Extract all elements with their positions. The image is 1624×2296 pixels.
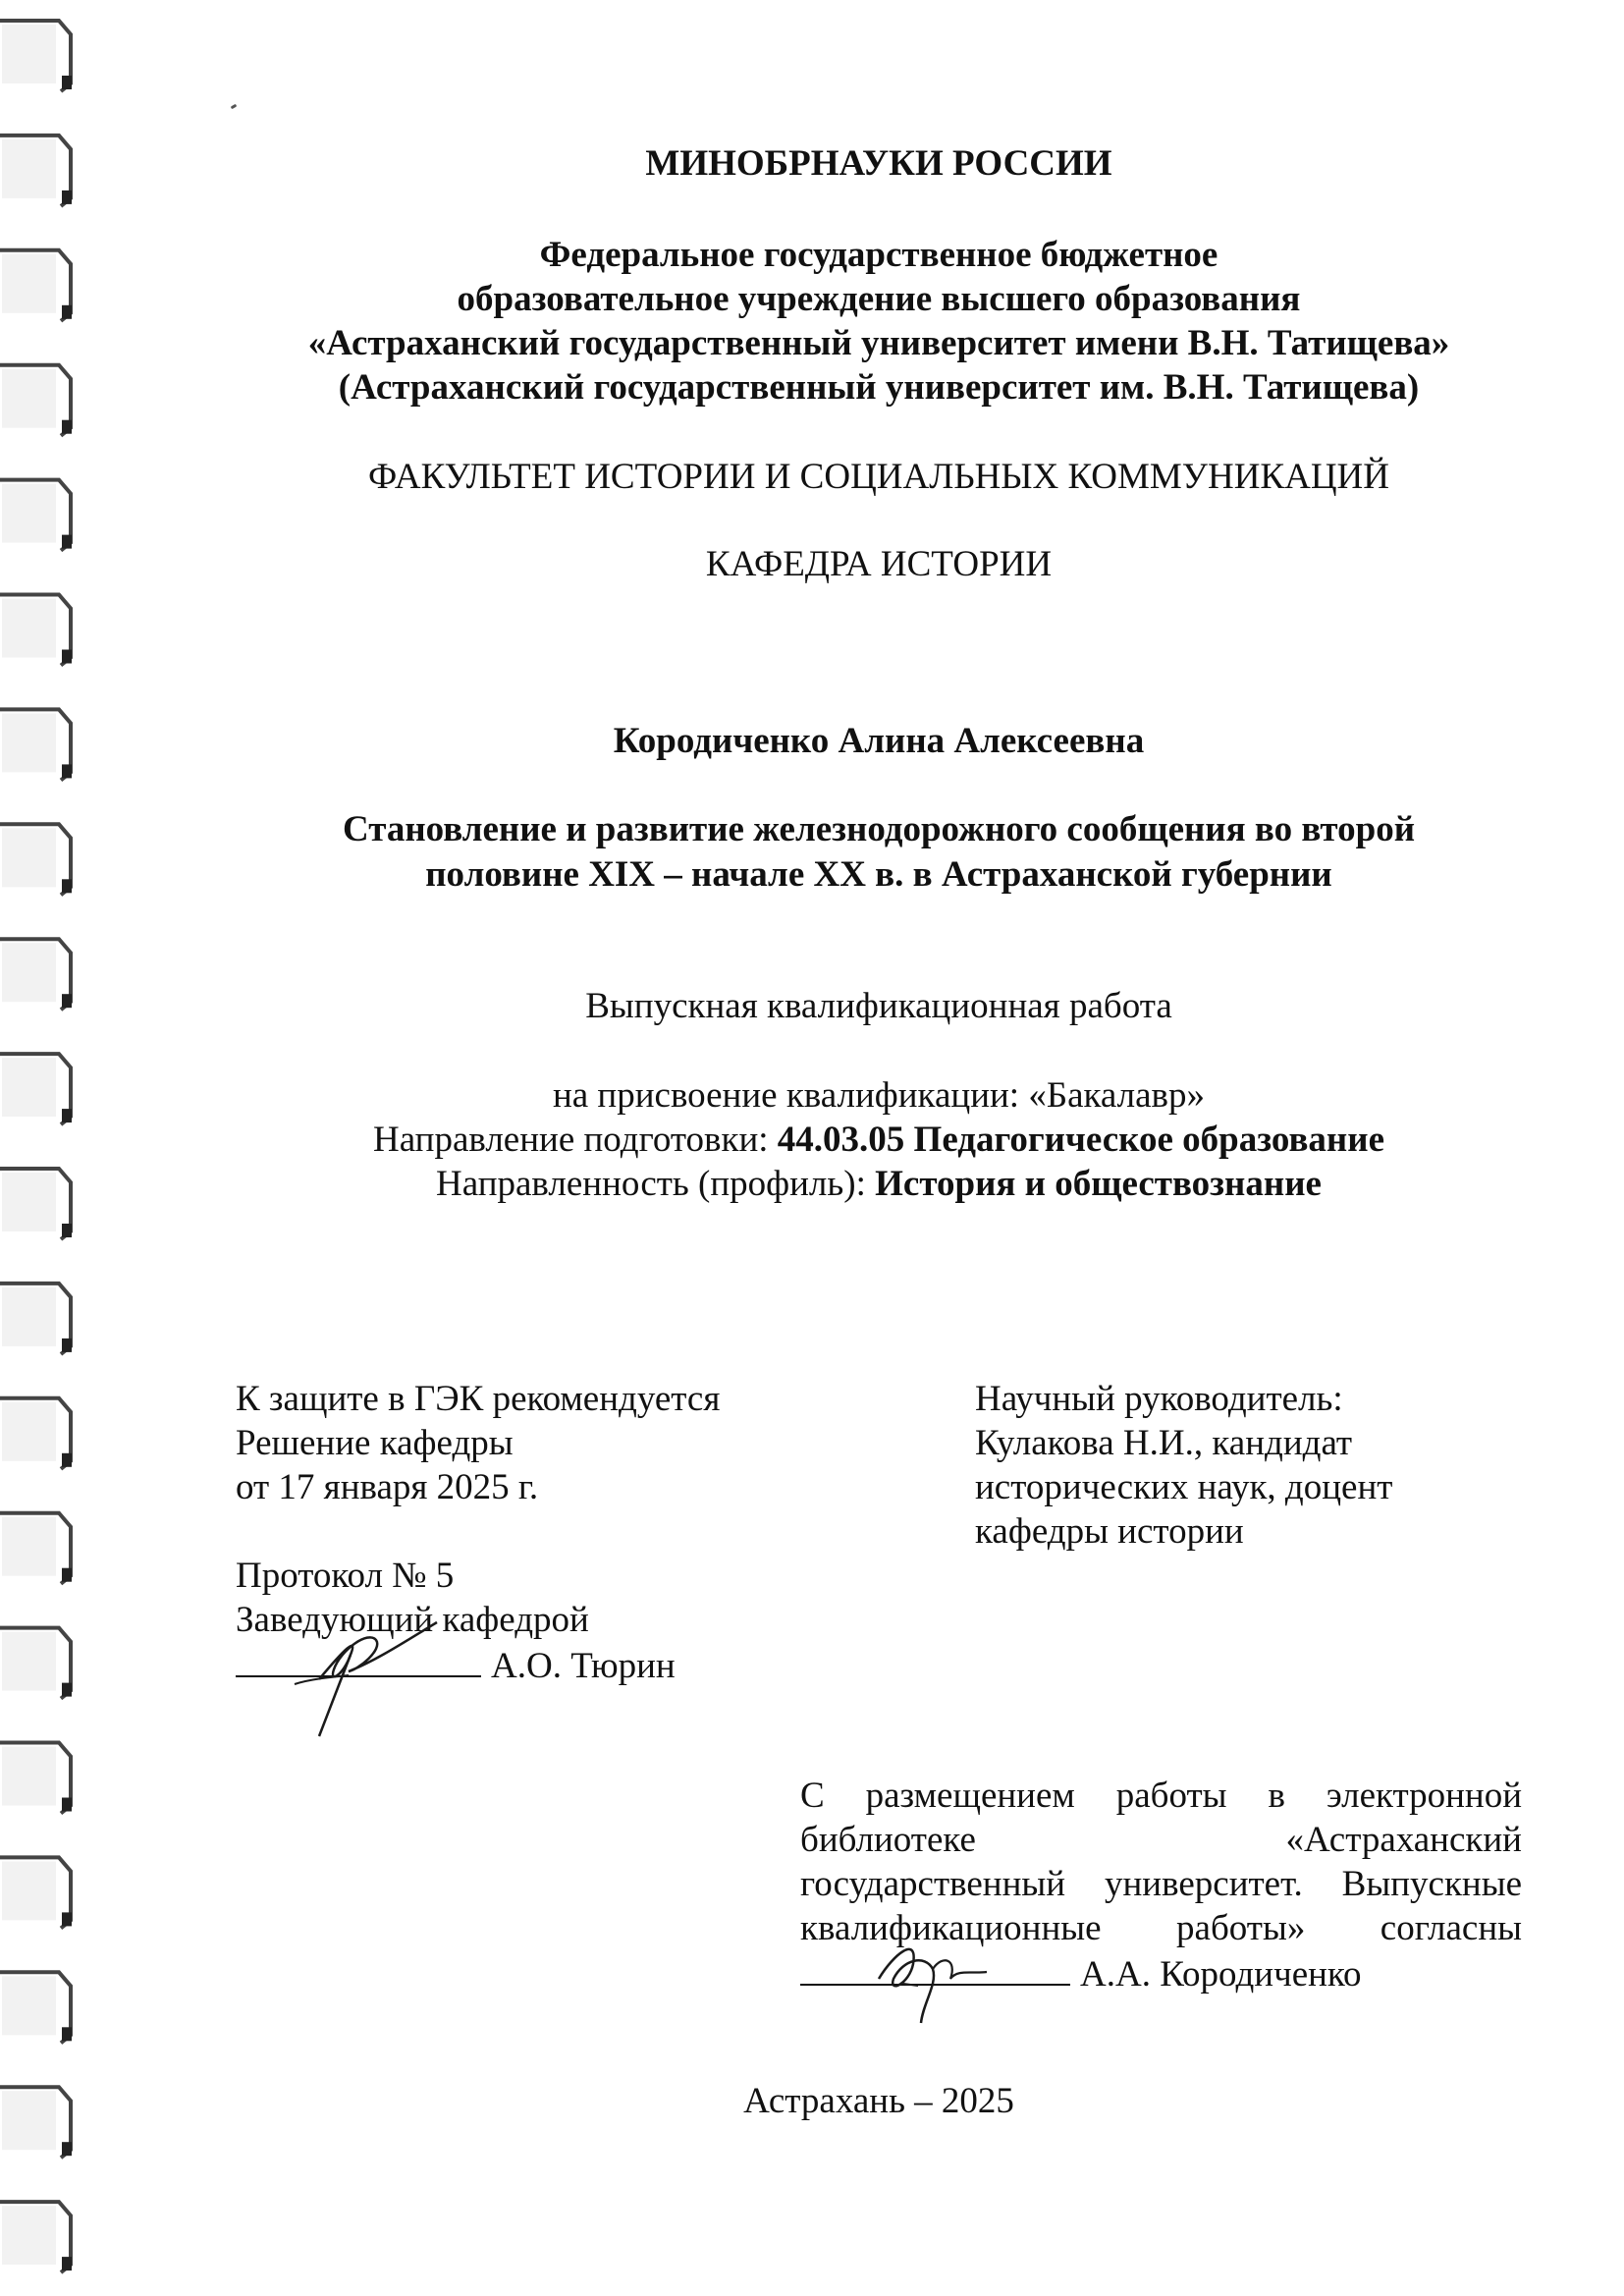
- binding-rings: [0, 0, 79, 2296]
- supervisor-line-2: Кулакова Н.И., кандидат: [975, 1423, 1353, 1463]
- ministry-title: МИНОБРНАУКИ РОССИИ: [645, 143, 1112, 184]
- supervisor-block: [975, 1377, 1392, 1554]
- binding-ring: [0, 136, 72, 206]
- binding-edge: [0, 0, 79, 2296]
- supervisor-line-4: кафедры истории: [975, 1511, 1244, 1552]
- binding-ring: [0, 1398, 72, 1469]
- author-signature: [864, 1925, 1011, 2033]
- head-signature: [290, 1611, 466, 1738]
- institution-line-2: образовательное учреждение высшего образования: [457, 279, 1301, 319]
- binding-ring: [0, 250, 72, 321]
- binding-ring: [0, 1972, 72, 2043]
- binding-ring: [0, 1743, 72, 1814]
- institution-line-3: «Астраханский государственный университет имени В.Н. Татищева»: [307, 323, 1450, 363]
- defense-line-1: К защите в ГЭК рекомендуется: [236, 1379, 721, 1419]
- binding-ring: [0, 1513, 72, 1584]
- defense-line-3: от 17 января 2025 г.: [236, 1467, 539, 1507]
- binding-ring: [0, 1284, 72, 1354]
- training-profile-label: Направленность (профиль):: [436, 1164, 876, 1204]
- work-type: Выпускная квалификационная работа: [585, 986, 1172, 1026]
- binding-ring: [0, 2087, 72, 2158]
- binding-ring: [0, 824, 72, 895]
- binding-ring: [0, 2202, 72, 2272]
- consent-signer-name: А.А. Кородиченко: [1080, 1954, 1362, 1995]
- binding-ring: [0, 480, 72, 551]
- binding-ring: [0, 1857, 72, 1928]
- binding-ring: [0, 1054, 72, 1124]
- training-direction-label: Направление подготовки:: [372, 1120, 778, 1160]
- training-profile-value: История и обществознание: [875, 1164, 1322, 1204]
- thesis-title-line-1: Становление и развитие железнодорожного сообщения во второй: [342, 809, 1416, 849]
- binding-ring: [0, 365, 72, 436]
- department-title: КАФЕДРА ИСТОРИИ: [705, 544, 1053, 584]
- binding-ring: [0, 939, 72, 1010]
- consent-line-1: С размещением работы в электронной: [800, 1776, 1522, 1816]
- training-profile: [177, 1163, 1581, 1206]
- binding-ring: [0, 595, 72, 666]
- head-of-department-name: А.О. Тюрин: [491, 1646, 676, 1686]
- training-direction-value: 44.03.05 Педагогическое образование: [777, 1120, 1384, 1160]
- binding-ring: [0, 709, 72, 780]
- scan-speck: [231, 104, 238, 110]
- protocol-number: Протокол № 5: [236, 1556, 455, 1596]
- training-direction: [177, 1119, 1581, 1162]
- supervisor-line-1: Научный руководитель:: [975, 1379, 1343, 1419]
- thesis-title-line-2: половине XIX – начале XX в. в Астраханской губернии: [425, 854, 1332, 895]
- institution-line-1: Федеральное государственное бюджетное: [539, 235, 1218, 275]
- supervisor-line-3: исторических наук, доцент: [975, 1467, 1393, 1507]
- faculty-title: ФАКУЛЬТЕТ ИСТОРИИ И СОЦИАЛЬНЫХ КОММУНИКАЦИЙ: [368, 457, 1389, 497]
- head-of-department-label: Заведующий кафедрой: [236, 1600, 589, 1640]
- binding-ring: [0, 1628, 72, 1699]
- binding-ring: [0, 21, 72, 91]
- consent-line-3: государственный университет. Выпускные: [800, 1864, 1522, 1904]
- qualification: на присвоение квалификации: «Бакалавр»: [552, 1075, 1206, 1116]
- institution-line-4: (Астраханский государственный университет им. В.Н. Татищева): [338, 367, 1420, 408]
- consent-line-4: квалификационные работы» согласны: [800, 1908, 1522, 1948]
- city-year: Астрахань – 2025: [743, 2081, 1014, 2121]
- consent-line-2: библиотеке «Астраханский: [800, 1820, 1522, 1860]
- defense-line-2: Решение кафедры: [236, 1423, 514, 1463]
- author-name: Кородиченко Алина Алексеевна: [613, 721, 1145, 761]
- binding-ring: [0, 1169, 72, 1239]
